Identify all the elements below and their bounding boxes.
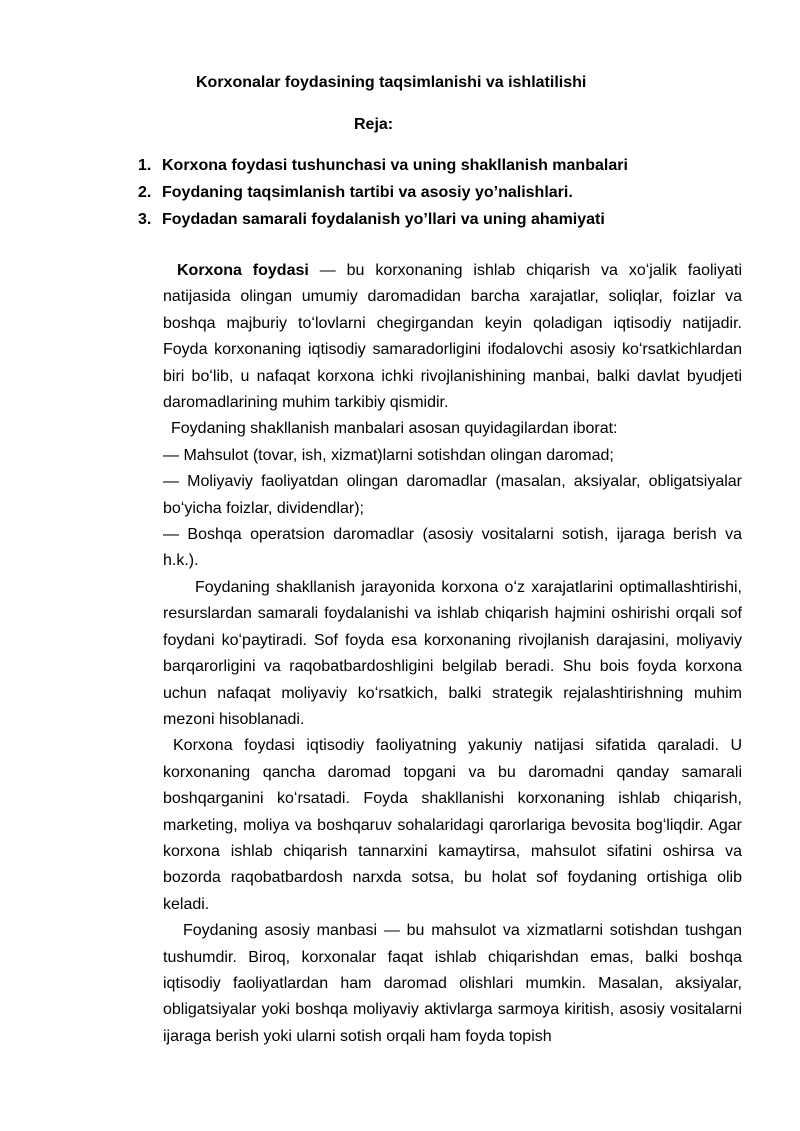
plan-item-number: 3. [138, 211, 152, 228]
paragraph-result: Korxona foydasi iqtisodiy faoliyatning yakuniy natijasi sifatida qaraladi. U korxonaning qancha daromad topgani va bu daromadni qanday samarali boshqarganini koʻrsatadi. Foyda shakllanishi korxonaning ishlab chiqarish, marketing, moliya va boshqaruv sohalaridagi qarorlariga bevosita bogʻliqdir. Agar korxona ishlab chiqarish tannarxini kamaytirsa, mahsulot sifatini oshirsa va bozorda raqobatbardosh narxda sotsa, bu holat sof foydaning ortishiga olib keladi. [163, 737, 742, 913]
source-list-item: — Moliyaviy faoliyatdan olingan daromadlar (masalan, aksiyalar, obligatsiyalar boʻyicha foizlar, dividendlar); [163, 473, 742, 517]
paragraph-sources-intro: Foydaning shakllanish manbalari asosan quyidagilardan iborat: [171, 420, 618, 438]
plan-heading: Reja: [354, 116, 394, 133]
plan-item [138, 152, 758, 179]
paragraph-main-source: Foydaning asosiy manbasi — bu mahsulot va xizmatlarni sotishdan tushgan tushumdir. Biroq, korxonalar faqat ishlab chiqarishdan emas, balki boshqa iqtisodiy faoliyatlardan ham daromad olishlari mumkin. Masalan, aksiyalar, obligatsiyalar yoki boshqa moliyaviy aktivlarga sarmoya kiritish, asosiy vositalarni ijaraga berish yoki ularni sotish orqali ham foyda topish [163, 922, 742, 1045]
plan-list [138, 152, 758, 233]
document-body [163, 258, 742, 1050]
paragraph-formation: Foydaning shakllanish jarayonida korxona oʻz xarajatlarini optimallashtirishi, resurslardan samarali foydalanishi va ishlab chiqarish hajmini oshirishi orqali sof foydani koʻpaytiradi. Sof foyda esa korxonaning rivojlanish darajasini, moliyaviy barqarorligini va raqobatbardoshligini belgilab beradi. Shu bois foyda korxona uchun nafaqat moliyaviy koʻrsatkich, balki strategik rejalashtirishning muhim mezoni hisoblanadi. [163, 578, 742, 728]
plan-item-text: Korxona foydasi tushunchasi va uning shakllanish manbalari [162, 157, 628, 174]
plan-item-text: Foydadan samarali foydalanish yo’llari va uning ahamiyati [162, 211, 605, 228]
plan-item [138, 206, 758, 233]
plan-item-number: 1. [138, 157, 152, 174]
definition-text: — bu korxonaning ishlab chiqarish va xoʻjalik faoliyati natijasida olingan umumiy daromadidan barcha xarajatlar, soliqlar, foizlar va boshqa majburiy toʻlovlarni chegirgandan keyin qoladigan iqtisodiy natijadir. Foyda korxonaning iqtisodiy samaradorligini ifodalovchi asosiy koʻrsatkichlardan biri boʻlib, u nafaqat korxona ichki rivojlanishining manbai, balki davlat byudjeti daromadlarining muhim tarkibiy qismidir. [163, 262, 743, 412]
document-title: Korxonalar foydasining taqsimlanishi va ishlatilishi [196, 74, 587, 91]
source-list-item: — Mahsulot (tovar, ish, xizmat)larni sotishdan olingan daromad; [163, 446, 614, 464]
plan-item [138, 179, 758, 206]
defined-term: Korxona foydasi [177, 262, 309, 279]
plan-item-number: 2. [138, 184, 152, 201]
source-list-item: — Boshqa operatsion daromadlar (asosiy vositalarni sotish, ijaraga berish va h.k.). [163, 526, 742, 570]
paragraph-definition [163, 258, 742, 416]
plan-item-text: Foydaning taqsimlanish tartibi va asosiy yo’nalishlari. [162, 184, 573, 201]
